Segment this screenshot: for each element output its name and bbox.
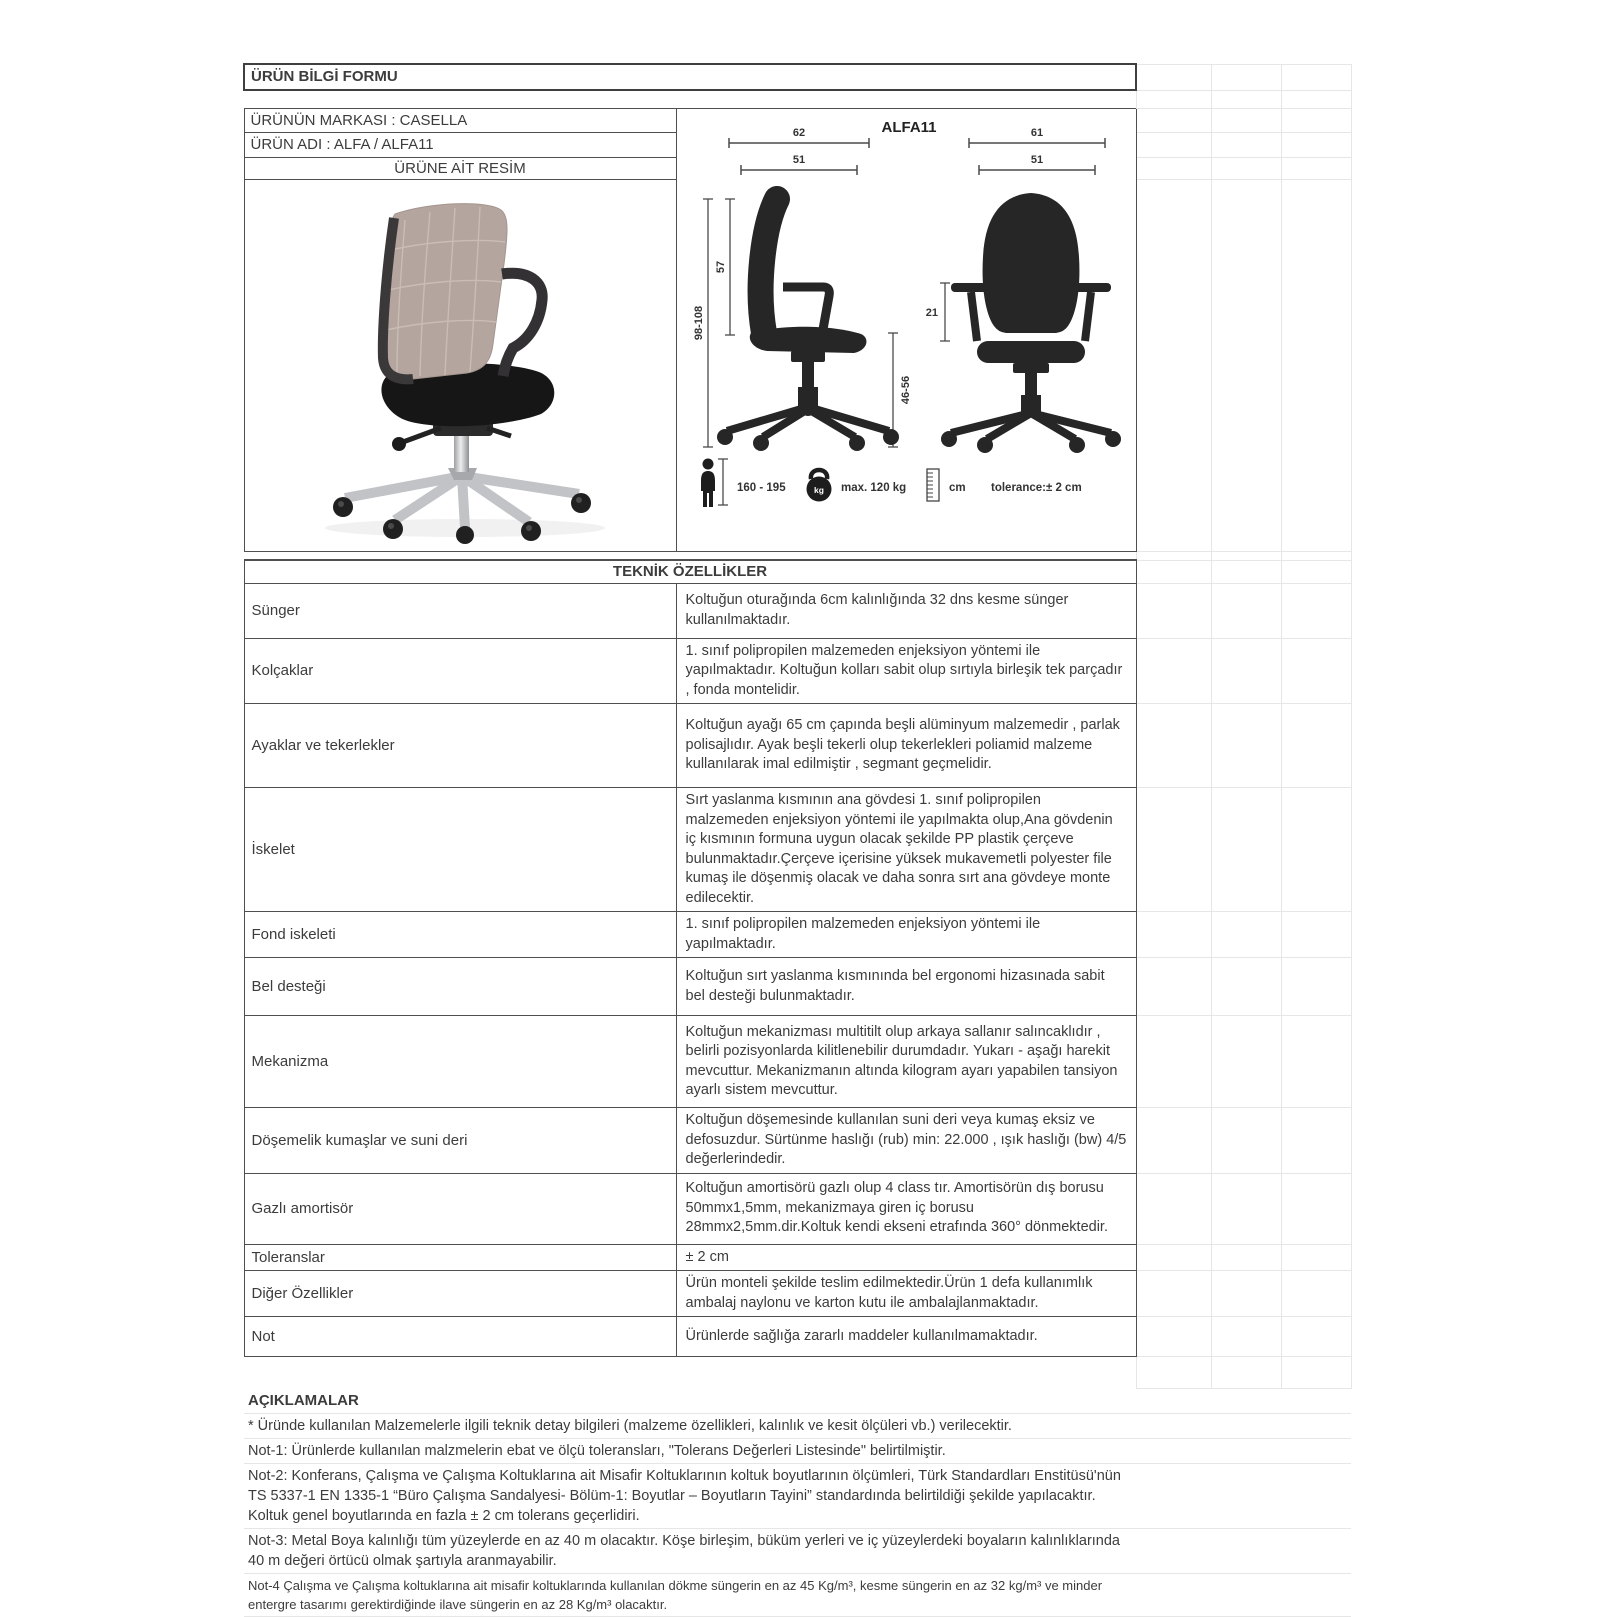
note-item: Not-1: Ürünlerde kullanılan malzmelerin ebat ve ölçü toleransları, "Tolerans Değerleri Listesinde" belirtilmiştir. (244, 1438, 1136, 1463)
chair-rear-silhouette (925, 193, 1120, 453)
spec-row (244, 1016, 1351, 1108)
person-icon (701, 458, 715, 507)
ruler-icon (927, 469, 939, 501)
mesh-backrest (383, 204, 506, 379)
spec-desc: Koltuğun sırt yaslanma kısmınında bel ergonomi hizasınada sabit bel desteği bulunmaktadır. (676, 958, 1136, 1016)
tech-drawing-cell (676, 108, 1136, 551)
empty-cell (1281, 64, 1351, 90)
spec-label: Sünger (244, 583, 676, 638)
spec-desc: Koltuğun döşemesinde kullanılan suni deri veya kumaş eksiz ve defosuzdur. Sürtünme haslığı (rub) min: 22.000 , ışık haslığı (bw) 4/5 değerlerindedir. (676, 1108, 1136, 1174)
spec-row (244, 583, 1351, 638)
spec-row (244, 912, 1351, 958)
dim-rear-seat-width: 51 (1030, 153, 1043, 166)
spec-row (244, 1271, 1351, 1317)
note-item: Not-4 Çalışma ve Çalışma koltuklarına ait misafir koltuklarında kullanılan dökme süngerin en az 45 Kg/m³, kesme süngerin en az 32 kg/m³ ve minder entergre tasarımı gerektirdiğinde ilave süngerin en az 28 Kg/m³ olacaktır. (244, 1573, 1136, 1616)
spec-label: Not (244, 1317, 676, 1357)
dim-seat-height: 46-56 (899, 375, 912, 404)
empty-cell (1211, 64, 1281, 90)
product-photo-cell (244, 180, 676, 552)
dim-side-top-width: 62 (792, 126, 805, 139)
model-label: ALFA11 (880, 118, 937, 136)
chair-side-silhouette (693, 199, 912, 451)
spec-desc: Ürün monteli şekilde teslim edilmektedir.Ürün 1 defa kullanımlık ambalaj naylonu ve karton kutu ile ambalajlanmaktadır. (676, 1271, 1136, 1317)
dim-back-height: 57 (714, 260, 727, 273)
dim-total-height: 98-108 (692, 305, 705, 340)
empty-cell (1136, 64, 1211, 90)
spec-label: Fond iskeleti (244, 912, 676, 958)
spec-label: Kolçaklar (244, 638, 676, 704)
spec-row (244, 704, 1351, 788)
unit-label: cm (948, 481, 966, 494)
product-photo (245, 180, 675, 544)
tech-header-row (244, 560, 1351, 583)
spec-row (244, 788, 1351, 912)
spec-desc: Koltuğun oturağında 6cm kalınlığında 32 dns kesme sünger kullanılmaktadır. (676, 583, 1136, 638)
spec-desc: 1. sınıf polipropilen malzemeden enjeksiyon yöntemi ile yapılmaktadır. (676, 912, 1136, 958)
note-item-row (244, 1463, 1351, 1528)
spec-row (244, 1108, 1351, 1174)
spec-row (244, 958, 1351, 1016)
note-item-row (244, 1438, 1351, 1463)
brand-row (244, 108, 1351, 133)
spec-label: Diğer Özellikler (244, 1271, 676, 1317)
max-weight-label: max. 120 kg (840, 481, 906, 494)
spreadsheet-area (243, 63, 1352, 1617)
gap-row (244, 551, 1351, 560)
image-caption: ÜRÜNE AİT RESİM (244, 157, 676, 180)
spec-desc: Sırt yaslanma kısmının ana gövdesi 1. sınıf polipropilen malzemeden enjeksiyon yöntemi ile yapılmakta olup,Ana gövdenin iç kısmının formuna uygun olacak şekilde PP plastik çerçeve bulunmaktadır.Çerçeve içerisine yüksek mukavemetli polyester file kumaş ile döşenmiş olacak ve daha sonra sırt ana gövdeye monte edilecektir. (676, 788, 1136, 912)
note-item: Not-2: Konferans, Çalışma ve Çalışma Koltuklarına ait Misafir Koltuklarının koltuk boyutlarının ölçümleri, Türk Standardları Enstitüsü'nün TS 5337-1 EN 1335-1 “Büro Çalışma Sandalyesi- Bölüm-1: Boyutlar – Boyutların Tayini” standardında belirtildiği şekilde yapılacaktır. Koltuk genel boyutlarında en fazla ± 2 cm tolerans geçerlidiri. (244, 1463, 1136, 1528)
dim-side-seat-width: 51 (792, 153, 805, 166)
spec-label: Gazlı amortisör (244, 1173, 676, 1244)
tech-drawing (677, 109, 1135, 538)
spec-row (244, 1317, 1351, 1357)
tech-section-title: TEKNİK ÖZELLİKLER (244, 560, 1136, 583)
spec-row (244, 1173, 1351, 1244)
spec-desc: 1. sınıf polipropilen malzemeden enjeksiyon yöntemi ile yapılmaktadır. Koltuğun kolları sabit olup sırtıyla birleşik tek parçadır , fonda montelidir. (676, 638, 1136, 704)
product-form-table (243, 63, 1352, 1617)
spec-desc: Ürünlerde sağlığa zararlı maddeler kullanılmamaktadır. (676, 1317, 1136, 1357)
spec-label: Mekanizma (244, 1016, 676, 1108)
brand-line: ÜRÜNÜN MARKASI : CASELLA (244, 108, 676, 133)
top-dimension-lines (729, 138, 1105, 175)
notes-heading: AÇIKLAMALAR (244, 1389, 1136, 1414)
notes-heading-row (244, 1389, 1351, 1414)
dim-rear-top-width: 61 (1030, 126, 1043, 139)
rear-chair-shape (941, 193, 1121, 453)
gap-row (244, 1357, 1351, 1389)
tolerance-label: tolerance:± 2 cm (990, 481, 1082, 494)
weight-icon-label: kg (813, 484, 824, 495)
note-item: * Üründe kullanılan Malzemelerle ilgili teknik detay bilgileri (malzeme özellikleri, kalınlık ve kesit ölçüleri vb.) verilecektir. (244, 1413, 1136, 1438)
side-chair-shape (714, 199, 899, 451)
height-gauge-line (718, 459, 728, 505)
form-title: ÜRÜN BİLGİ FORMU (244, 64, 1136, 90)
spec-row (244, 1244, 1351, 1271)
gas-lift (448, 432, 477, 480)
spec-label: Bel desteği (244, 958, 676, 1016)
rear-dimension-lines (940, 283, 950, 341)
note-item-row (244, 1573, 1351, 1616)
form-title-row (244, 64, 1351, 90)
gap-row (244, 90, 1351, 108)
spec-desc: Koltuğun ayağı 65 cm çapında beşli alüminyum malzemedir , parlak polisajlıdır. Ayak beşli tekerli olup tekerlekleri poliamid malzeme kullanılarak imal edilmiştir , segmant geçmelidir. (676, 704, 1136, 788)
product-name-line: ÜRÜN ADI : ALFA / ALFA11 (244, 133, 676, 158)
armrest (502, 273, 542, 376)
spec-label: Döşemelik kumaşlar ve suni deri (244, 1108, 676, 1174)
spec-row (244, 638, 1351, 704)
spec-label: Toleranslar (244, 1244, 676, 1271)
spec-desc: Koltuğun mekanizması multitilt olup arkaya sallanır salıncaklıdır , belirli pozisyonlarda kilitlenebilir durumdadır. Yukarı - aşağı harekit mevcuttur. Mekanizmanın altında kilogram ayarı yapabilen tansiyon ayarlı sistem mevcuttur. (676, 1016, 1136, 1108)
spec-desc: Koltuğun amortisörü gazlı olup 4 class tır. Amortisörün dış borusu 50mmx1,5mm, mekanizmaya giren iç borusu 28mmx2,5mm.dir.Koltuk kendi ekseni etrafında 360° dönmektedir. (676, 1173, 1136, 1244)
weight-icon (806, 470, 831, 502)
person-range-label: 160 - 195 (736, 481, 786, 494)
spec-label: İskelet (244, 788, 676, 912)
note-item: Not-3: Metal Boya kalınlığı tüm yüzeylerde en az 40 m olacaktır. Köşe birleşim, büküm yerleri ve iç yüzeylerdeki boyaların kalınlıklarında 40 m değeri örtücü olmak şartıyla aranmayabilir. (244, 1528, 1136, 1573)
spec-label: Ayaklar ve tekerlekler (244, 704, 676, 788)
dim-armrest-height: 21 (925, 306, 938, 319)
note-item-row (244, 1413, 1351, 1438)
spec-desc: ± 2 cm (676, 1244, 1136, 1271)
note-item-row (244, 1528, 1351, 1573)
